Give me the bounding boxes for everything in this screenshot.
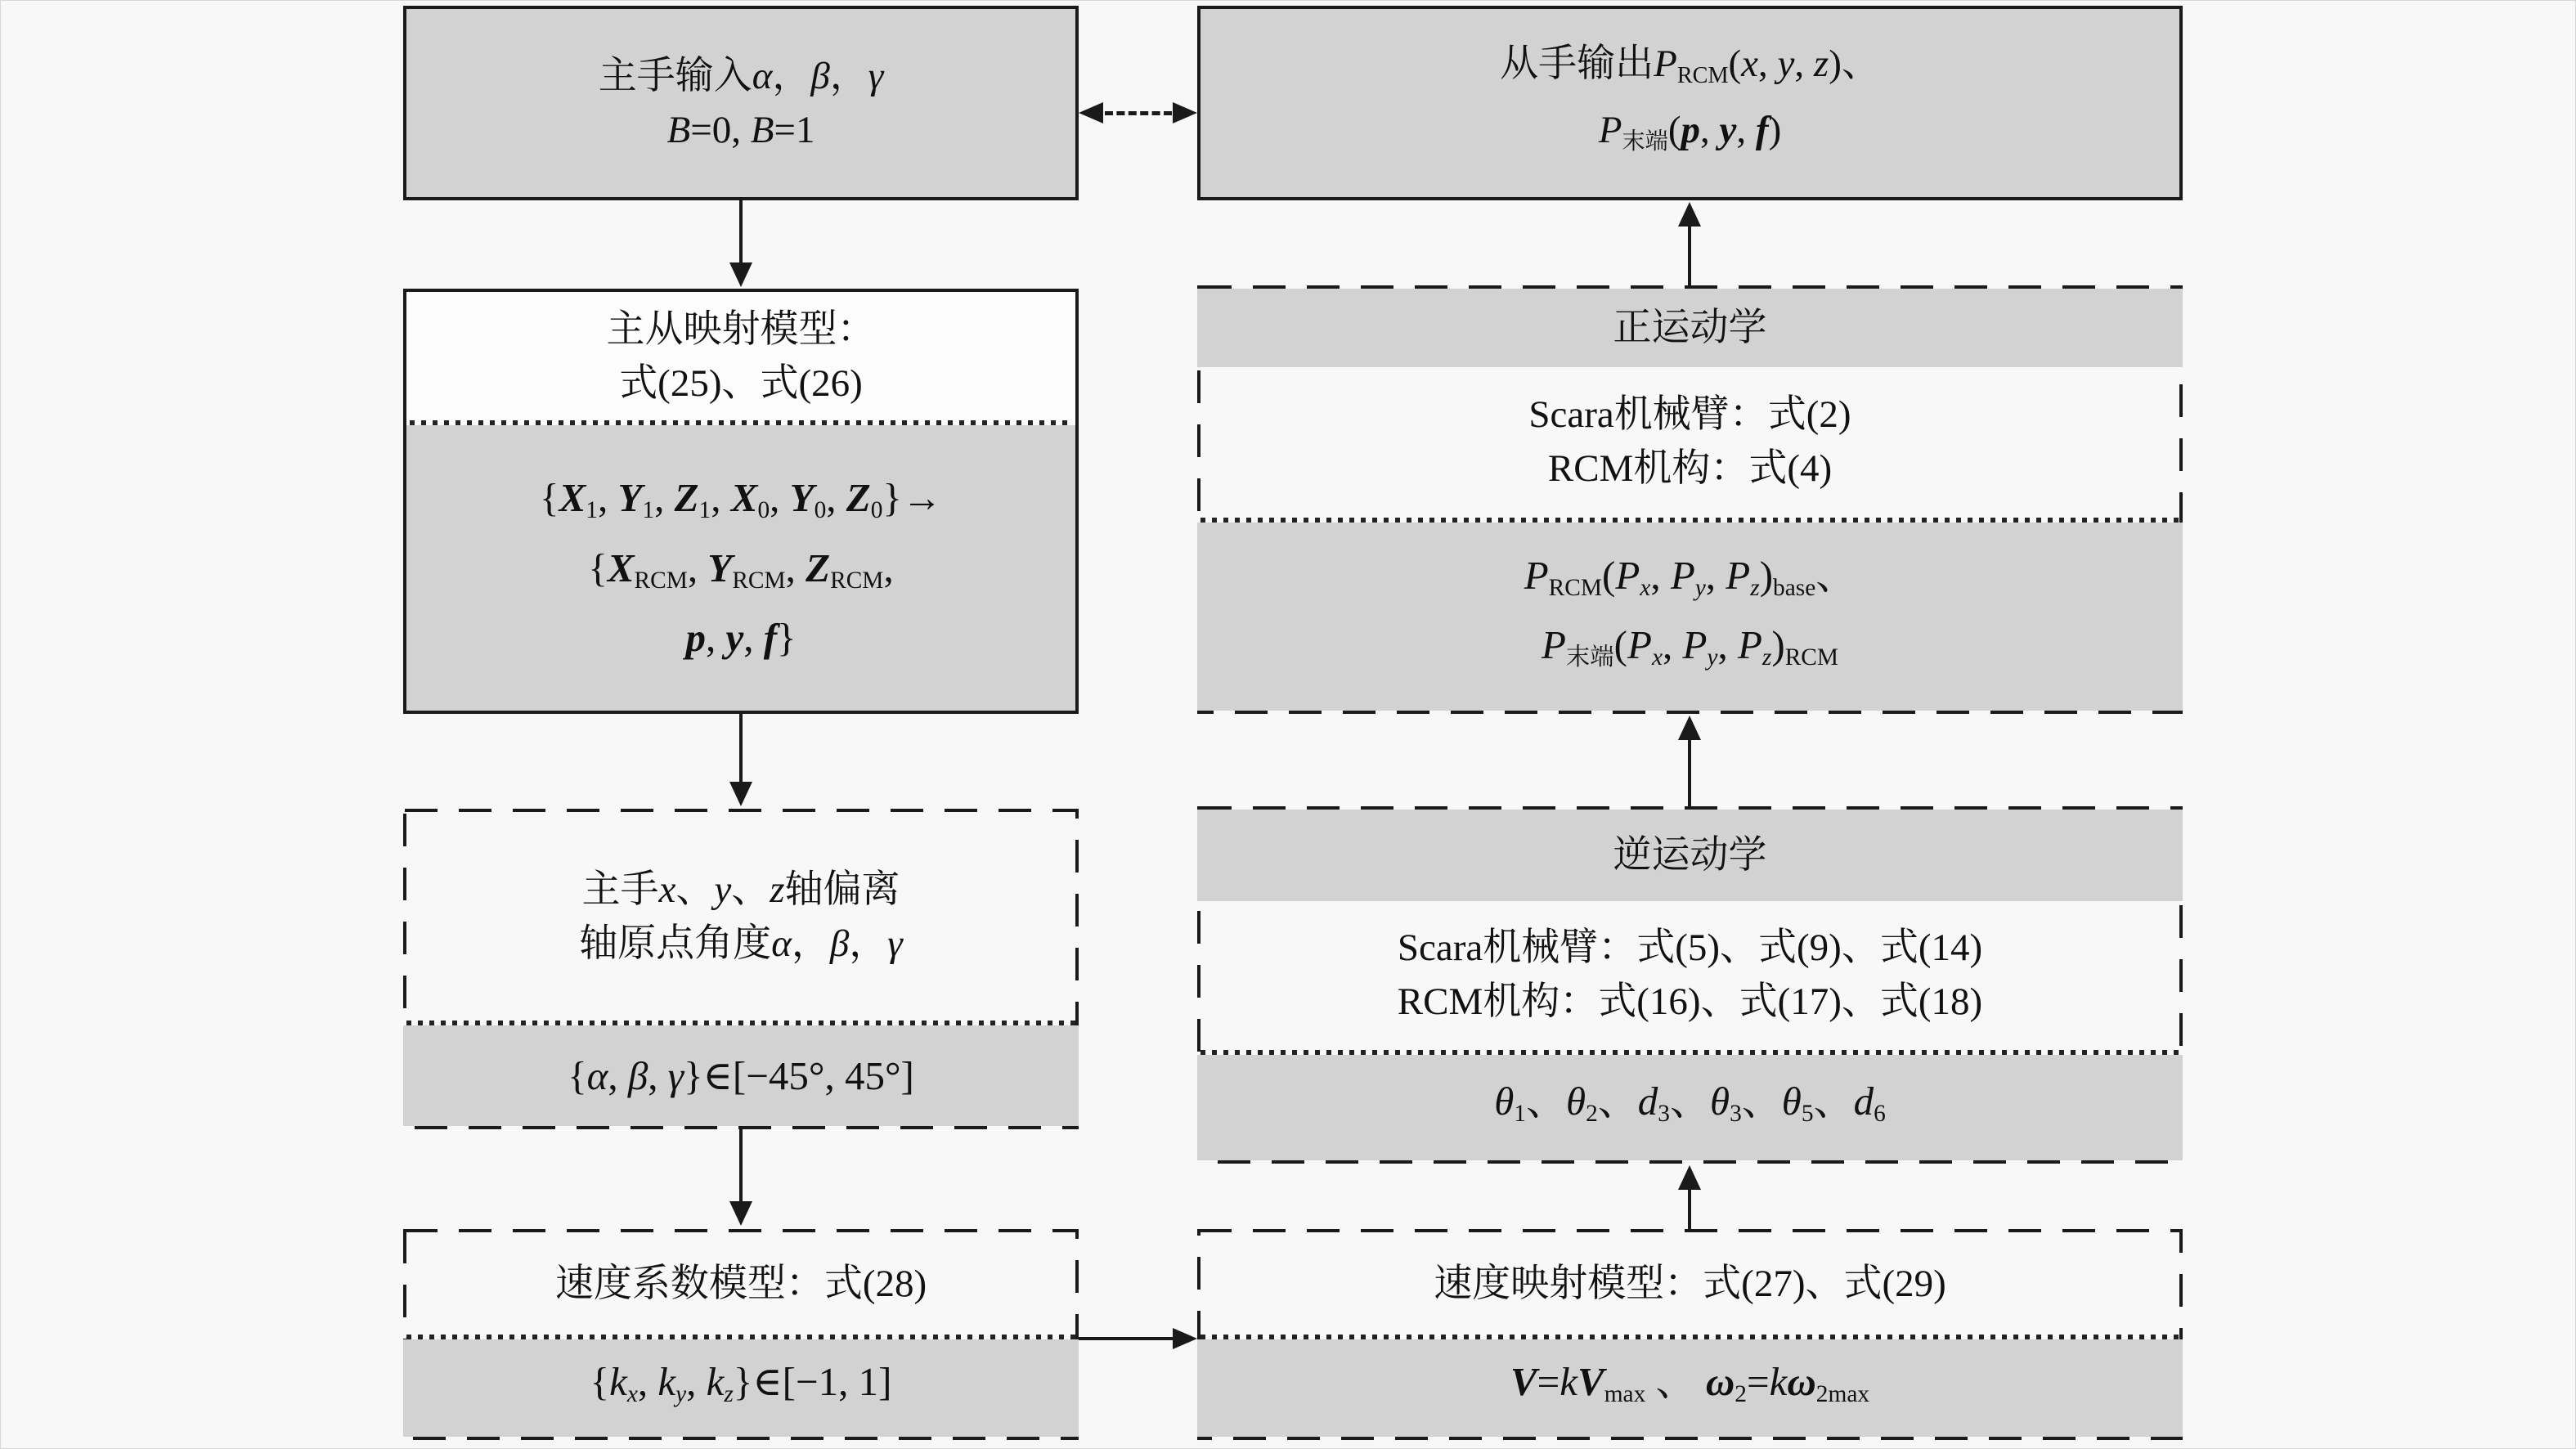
forward-kinematics-data-line-2: P末端(Px, Py, Pz)RCM (1541, 622, 1839, 671)
axis-deviation-range-line: {α, β, γ}∈[−45°, 45°] (568, 1052, 914, 1098)
master-input-line-1: 主手输入α，β，γ (598, 55, 884, 97)
axis-deviation-line-2: 轴原点角度α，β，γ (579, 922, 903, 965)
forward-kinematics-header (1197, 289, 2183, 367)
velocity-coeff-range-section (403, 1339, 1079, 1437)
velocity-coeff-title-line: 速度系数模型：式(28) (554, 1262, 927, 1305)
arrowhead-left-icon (1079, 102, 1103, 123)
arrowhead-up-icon (1678, 716, 1701, 740)
inverse-kinematics-data-line: θ1、θ2、d3、θ3、θ5、d6 (1494, 1078, 1886, 1128)
forward-kinematics-eq-section (1197, 367, 2183, 516)
forward-kinematics-eq-line-1: Scara机械臂：式(2) (1528, 393, 1851, 436)
box-axis-deviation (403, 809, 1079, 1129)
forward-kinematics-header-label: 正运动学 (1613, 307, 1767, 349)
box-master-input (403, 6, 1079, 200)
box-mapping-model (403, 289, 1079, 714)
inverse-kinematics-data-section (1197, 1055, 2183, 1160)
inverse-kinematics-header (1197, 810, 2183, 901)
axis-deviation-text-section (403, 812, 1079, 1021)
axis-deviation-range-section (403, 1025, 1079, 1126)
master-input-line-2: B=0, B=1 (666, 109, 815, 151)
forward-kinematics-eq-line-2: RCM机构：式(4) (1547, 447, 1833, 490)
arrow-line (1688, 225, 1691, 285)
arrowhead-right-icon (1173, 102, 1197, 123)
mapping-model-title-line-2: 式(25)、式(26) (619, 361, 863, 405)
arrowhead-down-icon (729, 1201, 752, 1226)
inverse-kinematics-header-label: 逆运动学 (1613, 834, 1767, 877)
velocity-mapping-data-line: V=kVmax 、 ω2=kω2max (1510, 1358, 1870, 1408)
forward-kinematics-data-line-1: PRCM(Px, Py, Pz)base、 (1524, 552, 1856, 601)
box-velocity-coeff (403, 1229, 1079, 1440)
arrow-line (1688, 1188, 1691, 1229)
arrowhead-right-icon (1173, 1328, 1197, 1349)
box-forward-kinematics (1197, 285, 2183, 714)
forward-kinematics-data-section (1197, 523, 2183, 711)
box-slave-output (1197, 6, 2183, 200)
mapping-model-data-line-1: {X1, Y1, Z1, X0, Y0, Z0}→ (540, 475, 942, 524)
box-inverse-kinematics (1197, 806, 2183, 1164)
mapping-model-title-section (406, 292, 1075, 420)
velocity-mapping-title-section (1197, 1232, 2183, 1335)
velocity-coeff-title-section (403, 1232, 1079, 1335)
arrow-line (1079, 1337, 1174, 1340)
arrowhead-down-icon (729, 782, 752, 806)
slave-output-line-1: 从手输出PRCM(x, y, z)、 (1500, 43, 1880, 88)
mapping-model-data-line-2: {XRCM, YRCM, ZRCM, (588, 545, 894, 594)
mapping-model-data-section (406, 425, 1075, 711)
slave-output-line-2: P末端(p, y, f) (1598, 109, 1782, 155)
inverse-kinematics-eq-line-1: Scara机械臂：式(5)、式(9)、式(14) (1397, 926, 1983, 969)
arrow-dashed-line (1105, 111, 1172, 115)
mapping-model-data-line-3: p, y, f} (685, 614, 797, 660)
box-velocity-mapping (1197, 1229, 2183, 1440)
arrowhead-up-icon (1678, 1165, 1701, 1190)
axis-deviation-line-1: 主手x、y、z轴偏离 (581, 868, 900, 911)
velocity-coeff-range-line: {kx, ky, kz}∈[−1, 1] (590, 1358, 892, 1408)
velocity-mapping-data-section (1197, 1339, 2183, 1437)
arrowhead-up-icon (1678, 202, 1701, 227)
arrow-line (739, 714, 743, 783)
inverse-kinematics-eq-section (1197, 901, 2183, 1048)
inverse-kinematics-eq-line-2: RCM机构：式(16)、式(17)、式(18) (1397, 980, 1983, 1023)
arrow-line (1688, 738, 1691, 806)
mapping-model-title-line-1: 主从映射模型： (606, 307, 876, 351)
arrowhead-down-icon (729, 262, 752, 287)
arrow-line (739, 1129, 743, 1203)
velocity-mapping-title-line: 速度映射模型：式(27)、式(29) (1434, 1262, 1946, 1305)
arrow-line (739, 200, 743, 264)
